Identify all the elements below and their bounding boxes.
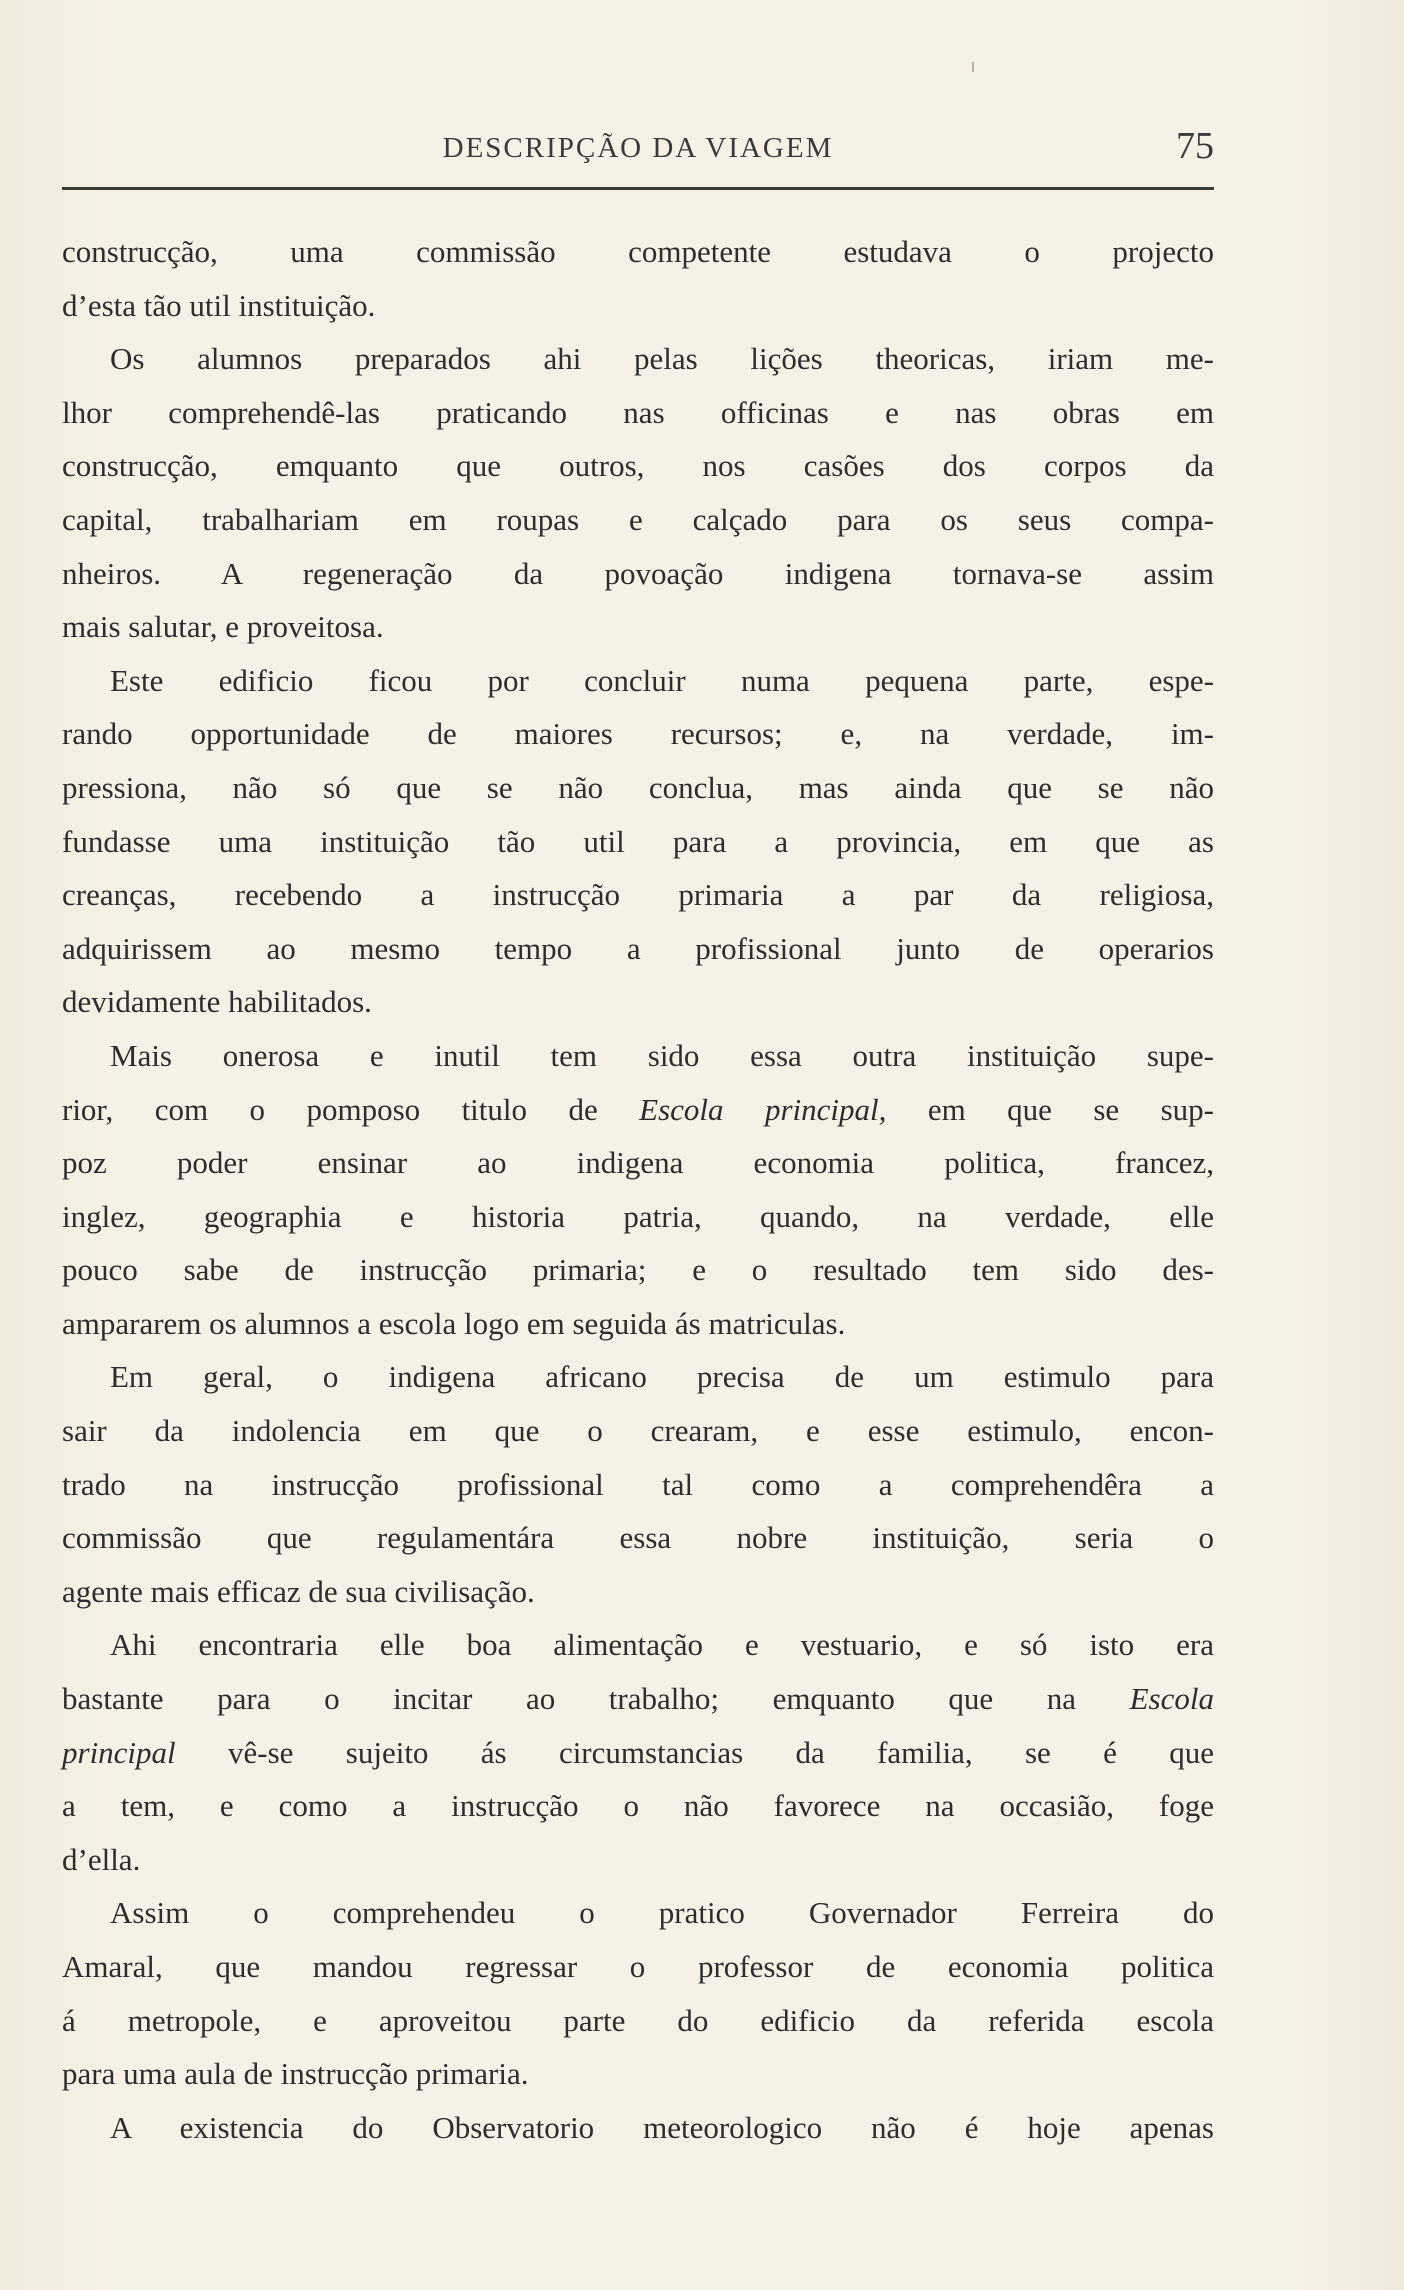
text-line: rando opportunidade de maiores recursos; e, na verdade, im-	[62, 716, 1214, 752]
text-segment: vê-se sujeito ás circumstancias da familia, se é que	[175, 1734, 1214, 1770]
body-text	[62, 225, 1214, 2154]
text-segment: rior, com o pomposo titulo de	[62, 1091, 640, 1127]
text-line: commissão que regulamentára essa nobre instituição, seria o	[62, 1520, 1214, 1556]
text-line: a tem, e como a instrucção o não favorece na occasião, foge	[62, 1788, 1214, 1824]
text-segment: em que se sup-	[886, 1091, 1215, 1127]
text-line: construcção, emquanto que outros, nos casões dos corpos da	[62, 448, 1214, 484]
text-line: Amaral, que mandou regressar o professor de economia politica	[62, 1949, 1214, 1984]
text-line: sair da indolencia em que o crearam, e esse estimulo, encon-	[62, 1413, 1214, 1449]
text-line: mais salutar, e proveitosa.	[62, 609, 384, 645]
paper-mark	[972, 62, 974, 72]
text-line: ampararem os alumnos a escola logo em seguida ás matriculas.	[62, 1305, 846, 1341]
text-line: construcção, uma commissão competente estudava o projecto	[62, 234, 1214, 269]
text-line: pressiona, não só que se não conclua, mas ainda que se não	[62, 769, 1214, 805]
text-line: lhor comprehendê-las praticando nas officinas e nas obras em	[62, 394, 1214, 430]
page-number: 75	[1176, 125, 1214, 167]
text-line	[62, 1726, 1214, 1780]
text-line: Assim o comprehendeu o pratico Governador Ferreira do	[110, 1895, 1214, 1931]
italic-text: Escola principal,	[639, 1091, 887, 1127]
text-line: capital, trabalhariam em roupas e calçado para os seus compa-	[62, 501, 1214, 537]
italic-text: principal	[62, 1734, 176, 1770]
text-line: d’esta tão util instituição.	[62, 287, 376, 323]
text-segment: Mais onerosa e inutil tem sido essa outra instituição supe-	[110, 1037, 1214, 1073]
text-line: Em geral, o indigena africano precisa de um estimulo para	[110, 1359, 1214, 1395]
text-line: pouco sabe de instrucção primaria; e o resultado tem sido des-	[62, 1252, 1214, 1288]
text-line: poz poder ensinar ao indigena economia politica, francez,	[62, 1145, 1214, 1181]
italic-text: Escola	[1129, 1681, 1214, 1717]
running-title: DESCRIPÇÃO DA VIAGEM	[442, 132, 834, 164]
text-segment: Ahi encontraria elle boa alimentação e vestuario, e só isto era	[110, 1627, 1214, 1663]
text-segment: bastante para o incitar ao trabalho; emquanto que na	[62, 1681, 1130, 1717]
text-line: adquirissem ao mesmo tempo a profissional junto de operarios	[62, 930, 1214, 966]
text-line: inglez, geographia e historia patria, quando, na verdade, elle	[62, 1198, 1214, 1234]
text-line	[62, 1083, 1214, 1137]
text-line: á metropole, e aproveitou parte do edificio da referida escola	[62, 2002, 1214, 2038]
text-line: fundasse uma instituição tão util para a provincia, em que as	[62, 823, 1214, 859]
text-line: A existencia do Observatorio meteorologico não é hoje apenas	[110, 2109, 1214, 2145]
text-line: para uma aula de instrucção primaria.	[62, 2056, 529, 2092]
text-line	[62, 1618, 1214, 1672]
text-line: devidamente habilitados.	[62, 984, 372, 1020]
text-line	[62, 1672, 1214, 1726]
text-line: nheiros. A regeneração da povoação indigena tornava-se assim	[62, 555, 1214, 591]
text-line: trado na instrucção profissional tal como a comprehendêra a	[62, 1466, 1214, 1502]
text-line: d’ella.	[62, 1841, 141, 1877]
text-line: Os alumnos preparados ahi pelas lições theoricas, iriam me-	[110, 341, 1214, 377]
text-line: Este edificio ficou por concluir numa pequena parte, espe-	[110, 662, 1214, 698]
running-head	[62, 118, 1214, 174]
text-line	[62, 1029, 1214, 1083]
text-line: agente mais efficaz de sua civilisação.	[62, 1573, 535, 1609]
header-rule	[62, 187, 1214, 190]
text-line: creanças, recebendo a instrucção primaria a par da religiosa,	[62, 877, 1214, 913]
